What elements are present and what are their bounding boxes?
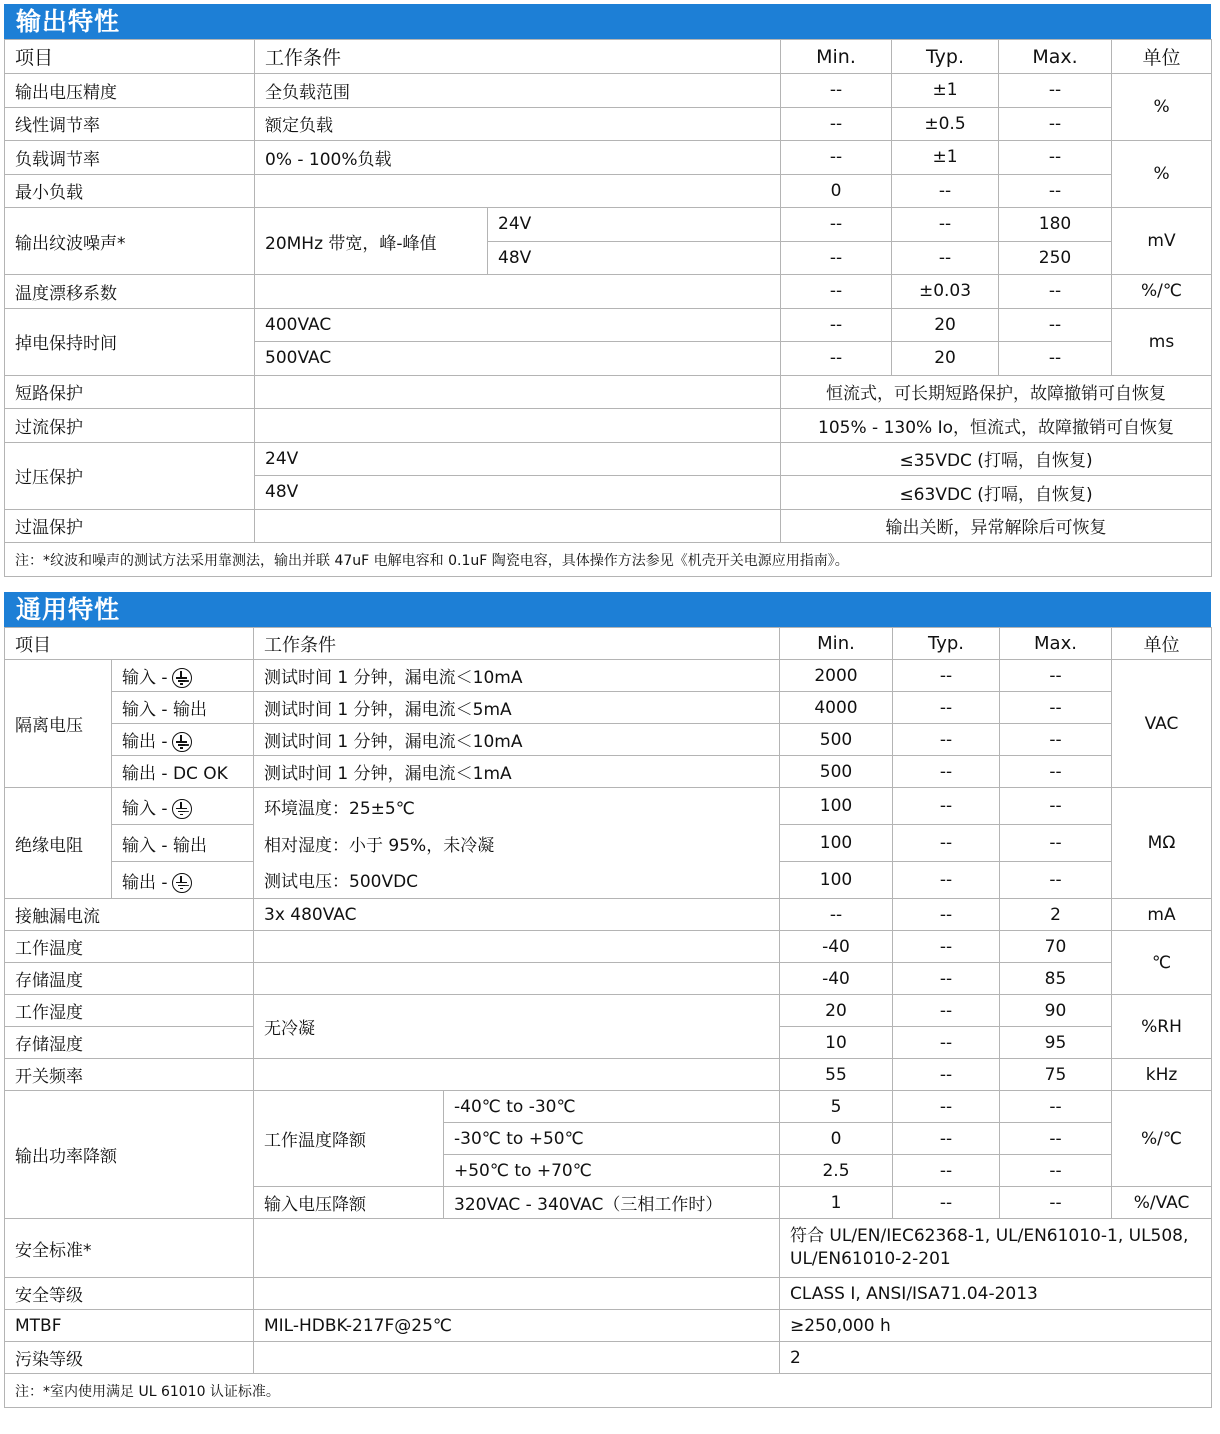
footnote: 注：*室内使用满足 UL 61010 认证标准。 bbox=[5, 1374, 1212, 1408]
table-row bbox=[5, 1310, 1212, 1342]
row-min: -40 bbox=[780, 963, 893, 995]
table-row bbox=[5, 825, 1212, 862]
row-item: 存储温度 bbox=[5, 963, 254, 995]
row-max: 85 bbox=[1000, 963, 1112, 995]
row-condition: 3x 480VAC bbox=[254, 899, 780, 931]
row-max: 70 bbox=[1000, 931, 1112, 963]
row-max: -- bbox=[1000, 724, 1112, 756]
row-condition bbox=[254, 963, 780, 995]
table-row bbox=[5, 1278, 1212, 1310]
row-max: 90 bbox=[1000, 995, 1112, 1027]
row-condition: 24V bbox=[255, 442, 781, 476]
header-min: Min. bbox=[780, 628, 893, 660]
row-condition: 测试时间 1 分钟，漏电流＜5mA bbox=[254, 692, 780, 724]
row-subcondition: 48V bbox=[488, 241, 781, 275]
row-value: 符合 UL/EN/IEC62368-1, UL/EN61010-1, UL508, UL/EN61010-2-201 bbox=[780, 1219, 1212, 1278]
output-spec-table bbox=[4, 39, 1212, 577]
header-condition: 工作条件 bbox=[254, 628, 780, 660]
row-typ: ±0.5 bbox=[892, 107, 999, 141]
row-item: 过压保护 bbox=[5, 442, 255, 509]
row-value: 输出关断，异常解除后可恢复 bbox=[781, 509, 1212, 543]
row-min: 100 bbox=[780, 862, 893, 899]
row-min: 2000 bbox=[780, 660, 893, 692]
table-row bbox=[5, 862, 1212, 899]
ground-icon bbox=[172, 799, 192, 819]
row-subitem-label: 输入 - bbox=[122, 668, 168, 688]
table-note-row bbox=[5, 1374, 1212, 1408]
row-typ: -- bbox=[893, 660, 1000, 692]
row-typ: -- bbox=[893, 995, 1000, 1027]
row-unit: MΩ bbox=[1112, 788, 1212, 899]
row-condition: 工作温度降额 bbox=[254, 1091, 444, 1187]
table-row bbox=[5, 409, 1212, 443]
row-condition: 测试时间 1 分钟，漏电流＜10mA bbox=[254, 660, 780, 692]
row-min: 2.5 bbox=[780, 1155, 893, 1187]
row-condition: 输入电压降额 bbox=[254, 1187, 444, 1219]
row-min: 100 bbox=[780, 825, 893, 862]
row-typ: -- bbox=[892, 241, 999, 275]
row-condition bbox=[255, 174, 781, 208]
row-subcondition: +50℃ to +70℃ bbox=[444, 1155, 780, 1187]
table-row bbox=[5, 660, 1212, 692]
row-item: MTBF bbox=[5, 1310, 254, 1342]
table-header-row bbox=[5, 40, 1212, 74]
row-max: -- bbox=[999, 308, 1112, 342]
row-typ: -- bbox=[893, 963, 1000, 995]
row-subitem-label: 输出 - bbox=[122, 732, 168, 752]
row-item: 线性调节率 bbox=[5, 107, 255, 141]
header-item: 项目 bbox=[5, 40, 255, 74]
row-min: -- bbox=[781, 241, 892, 275]
row-unit: mV bbox=[1112, 208, 1212, 275]
output-characteristics-section bbox=[4, 4, 1211, 577]
ground-icon bbox=[172, 873, 192, 893]
row-min: -- bbox=[781, 107, 892, 141]
row-unit: ℃ bbox=[1112, 931, 1212, 995]
row-unit: %/VAC bbox=[1112, 1187, 1212, 1219]
row-min: -- bbox=[781, 342, 892, 376]
row-condition: 相对湿度：小于 95%，未冷凝 bbox=[254, 825, 780, 862]
row-subitem bbox=[112, 660, 254, 692]
row-value: ≥250,000 h bbox=[780, 1310, 1212, 1342]
row-condition: 20MHz 带宽，峰-峰值 bbox=[255, 208, 488, 275]
row-typ: -- bbox=[893, 1059, 1000, 1091]
row-subitem: 输出 - DC OK bbox=[112, 756, 254, 788]
table-row bbox=[5, 174, 1212, 208]
row-item: 开关频率 bbox=[5, 1059, 254, 1091]
table-row bbox=[5, 788, 1212, 825]
row-max: -- bbox=[999, 141, 1112, 175]
row-typ: -- bbox=[893, 931, 1000, 963]
row-max: -- bbox=[1000, 1187, 1112, 1219]
row-subcondition: 24V bbox=[488, 208, 781, 242]
row-typ: -- bbox=[893, 1187, 1000, 1219]
row-unit: kHz bbox=[1112, 1059, 1212, 1091]
row-condition bbox=[254, 931, 780, 963]
row-max: -- bbox=[999, 342, 1112, 376]
row-min: -- bbox=[781, 208, 892, 242]
row-subitem bbox=[112, 862, 254, 899]
row-typ: -- bbox=[893, 756, 1000, 788]
row-max: -- bbox=[1000, 788, 1112, 825]
row-min: 100 bbox=[780, 788, 893, 825]
row-condition bbox=[255, 509, 781, 543]
row-value: ≤63VDC (打嗝，自恢复) bbox=[781, 476, 1212, 510]
row-typ: -- bbox=[893, 692, 1000, 724]
ground-icon bbox=[172, 732, 192, 752]
row-max: -- bbox=[1000, 1123, 1112, 1155]
row-item: 工作温度 bbox=[5, 931, 254, 963]
table-row bbox=[5, 107, 1212, 141]
row-subcondition: -30℃ to +50℃ bbox=[444, 1123, 780, 1155]
row-typ: -- bbox=[893, 862, 1000, 899]
row-min: 0 bbox=[781, 174, 892, 208]
row-unit: %RH bbox=[1112, 995, 1212, 1059]
row-condition: 测试电压：500VDC bbox=[254, 862, 780, 899]
row-max: -- bbox=[999, 74, 1112, 108]
row-condition bbox=[254, 1059, 780, 1091]
row-item: 输出电压精度 bbox=[5, 74, 255, 108]
row-condition bbox=[255, 409, 781, 443]
row-max: -- bbox=[999, 107, 1112, 141]
row-condition: 无冷凝 bbox=[254, 995, 780, 1059]
table-row bbox=[5, 692, 1212, 724]
row-item: 安全等级 bbox=[5, 1278, 254, 1310]
row-min: -- bbox=[781, 74, 892, 108]
table-row bbox=[5, 1059, 1212, 1091]
row-max: 250 bbox=[999, 241, 1112, 275]
row-condition: 48V bbox=[255, 476, 781, 510]
row-item: 存储湿度 bbox=[5, 1027, 254, 1059]
row-condition: 400VAC bbox=[255, 308, 781, 342]
table-row bbox=[5, 308, 1212, 342]
row-typ: -- bbox=[893, 1155, 1000, 1187]
row-max: -- bbox=[1000, 756, 1112, 788]
row-item: 温度漂移系数 bbox=[5, 275, 255, 309]
row-condition: 环境温度：25±5℃ bbox=[254, 788, 780, 825]
row-subitem bbox=[112, 788, 254, 825]
row-min: 10 bbox=[780, 1027, 893, 1059]
row-unit: %/℃ bbox=[1112, 275, 1212, 309]
header-unit: 单位 bbox=[1112, 628, 1212, 660]
row-condition bbox=[254, 1219, 780, 1278]
row-max: -- bbox=[1000, 862, 1112, 899]
table-header-row bbox=[5, 628, 1212, 660]
row-item: 过流保护 bbox=[5, 409, 255, 443]
header-unit: 单位 bbox=[1112, 40, 1212, 74]
row-unit: ms bbox=[1112, 308, 1212, 375]
row-condition: 测试时间 1 分钟，漏电流＜10mA bbox=[254, 724, 780, 756]
row-item: 掉电保持时间 bbox=[5, 308, 255, 375]
section-title: 输出特性 bbox=[4, 4, 1211, 39]
row-item: 输出功率降额 bbox=[5, 1091, 254, 1219]
row-value: ≤35VDC (打嗝，自恢复) bbox=[781, 442, 1212, 476]
row-min: -- bbox=[780, 899, 893, 931]
row-condition bbox=[255, 375, 781, 409]
row-value: 105% - 130% Io，恒流式，故障撤销可自恢复 bbox=[781, 409, 1212, 443]
ground-icon bbox=[172, 668, 192, 688]
row-item: 短路保护 bbox=[5, 375, 255, 409]
table-row bbox=[5, 995, 1212, 1027]
row-max: 2 bbox=[1000, 899, 1112, 931]
table-row bbox=[5, 931, 1212, 963]
row-max: -- bbox=[1000, 1091, 1112, 1123]
table-row bbox=[5, 275, 1212, 309]
row-condition bbox=[255, 275, 781, 309]
table-row bbox=[5, 509, 1212, 543]
row-typ: -- bbox=[893, 788, 1000, 825]
row-value: CLASS I, ANSI/ISA71.04-2013 bbox=[780, 1278, 1212, 1310]
row-unit: % bbox=[1112, 74, 1212, 141]
row-min: 55 bbox=[780, 1059, 893, 1091]
table-row bbox=[5, 375, 1212, 409]
row-min: -- bbox=[781, 308, 892, 342]
header-condition: 工作条件 bbox=[255, 40, 781, 74]
row-item: 工作湿度 bbox=[5, 995, 254, 1027]
row-item: 负载调节率 bbox=[5, 141, 255, 175]
row-min: 500 bbox=[780, 756, 893, 788]
row-max: -- bbox=[999, 275, 1112, 309]
table-row bbox=[5, 74, 1212, 108]
row-max: 95 bbox=[1000, 1027, 1112, 1059]
row-min: 0 bbox=[780, 1123, 893, 1155]
row-min: 5 bbox=[780, 1091, 893, 1123]
row-item: 隔离电压 bbox=[5, 660, 112, 788]
row-condition: 0% - 100%负载 bbox=[255, 141, 781, 175]
row-min: -40 bbox=[780, 931, 893, 963]
section-title: 通用特性 bbox=[4, 592, 1211, 627]
header-max: Max. bbox=[999, 40, 1112, 74]
table-row bbox=[5, 141, 1212, 175]
row-item: 安全标准* bbox=[5, 1219, 254, 1278]
row-condition: 全负载范围 bbox=[255, 74, 781, 108]
row-max: -- bbox=[1000, 1155, 1112, 1187]
row-min: 500 bbox=[780, 724, 893, 756]
row-typ: -- bbox=[893, 899, 1000, 931]
row-subitem bbox=[112, 724, 254, 756]
row-unit: % bbox=[1112, 141, 1212, 208]
row-condition: 500VAC bbox=[255, 342, 781, 376]
row-typ: -- bbox=[892, 208, 999, 242]
header-min: Min. bbox=[781, 40, 892, 74]
row-typ: -- bbox=[893, 825, 1000, 862]
table-row bbox=[5, 899, 1212, 931]
row-condition: 额定负载 bbox=[255, 107, 781, 141]
row-max: -- bbox=[1000, 692, 1112, 724]
table-row bbox=[5, 1342, 1212, 1374]
row-min: -- bbox=[781, 141, 892, 175]
general-characteristics-section bbox=[4, 592, 1211, 1408]
row-subitem: 输入 - 输出 bbox=[112, 692, 254, 724]
row-typ: ±0.03 bbox=[892, 275, 999, 309]
row-unit: VAC bbox=[1112, 660, 1212, 788]
row-max: -- bbox=[1000, 660, 1112, 692]
row-typ: -- bbox=[893, 724, 1000, 756]
table-row bbox=[5, 208, 1212, 242]
row-subitem: 输入 - 输出 bbox=[112, 825, 254, 862]
general-spec-table bbox=[4, 627, 1212, 1408]
row-typ: -- bbox=[893, 1123, 1000, 1155]
table-row bbox=[5, 1091, 1212, 1123]
table-row bbox=[5, 756, 1212, 788]
row-min: 20 bbox=[780, 995, 893, 1027]
row-max: -- bbox=[1000, 825, 1112, 862]
row-unit: mA bbox=[1112, 899, 1212, 931]
row-min: 4000 bbox=[780, 692, 893, 724]
row-max: -- bbox=[999, 174, 1112, 208]
row-typ: 20 bbox=[892, 308, 999, 342]
row-item: 过温保护 bbox=[5, 509, 255, 543]
row-condition bbox=[254, 1278, 780, 1310]
row-item: 接触漏电流 bbox=[5, 899, 254, 931]
table-row bbox=[5, 1219, 1212, 1278]
row-min: 1 bbox=[780, 1187, 893, 1219]
table-note-row bbox=[5, 543, 1212, 577]
row-unit: %/℃ bbox=[1112, 1091, 1212, 1187]
header-typ: Typ. bbox=[892, 40, 999, 74]
header-item: 项目 bbox=[5, 628, 254, 660]
header-typ: Typ. bbox=[893, 628, 1000, 660]
row-typ: 20 bbox=[892, 342, 999, 376]
table-row bbox=[5, 963, 1212, 995]
row-value: 2 bbox=[780, 1342, 1212, 1374]
row-typ: ±1 bbox=[892, 74, 999, 108]
row-value: 恒流式，可长期短路保护，故障撤销可自恢复 bbox=[781, 375, 1212, 409]
footnote: 注：*纹波和噪声的测试方法采用靠测法，输出并联 47uF 电解电容和 0.1uF 陶瓷电容，具体操作方法参见《机壳开关电源应用指南》。 bbox=[5, 543, 1212, 577]
table-row bbox=[5, 724, 1212, 756]
row-subcondition: -40℃ to -30℃ bbox=[444, 1091, 780, 1123]
row-item: 污染等级 bbox=[5, 1342, 254, 1374]
row-item: 绝缘电阻 bbox=[5, 788, 112, 899]
row-condition: MIL-HDBK-217F@25℃ bbox=[254, 1310, 780, 1342]
row-max: 180 bbox=[999, 208, 1112, 242]
row-min: -- bbox=[781, 275, 892, 309]
row-subcondition: 320VAC - 340VAC（三相工作时） bbox=[444, 1187, 780, 1219]
row-typ: -- bbox=[893, 1027, 1000, 1059]
row-condition: 测试时间 1 分钟，漏电流＜1mA bbox=[254, 756, 780, 788]
row-typ: -- bbox=[893, 1091, 1000, 1123]
row-condition bbox=[254, 1342, 780, 1374]
header-max: Max. bbox=[1000, 628, 1112, 660]
row-subitem-label: 输入 - bbox=[122, 798, 168, 819]
row-max: 75 bbox=[1000, 1059, 1112, 1091]
row-item: 输出纹波噪声* bbox=[5, 208, 255, 275]
row-typ: ±1 bbox=[892, 141, 999, 175]
table-row bbox=[5, 442, 1212, 476]
row-typ: -- bbox=[892, 174, 999, 208]
row-item: 最小负载 bbox=[5, 174, 255, 208]
row-subitem-label: 输出 - bbox=[122, 872, 168, 893]
